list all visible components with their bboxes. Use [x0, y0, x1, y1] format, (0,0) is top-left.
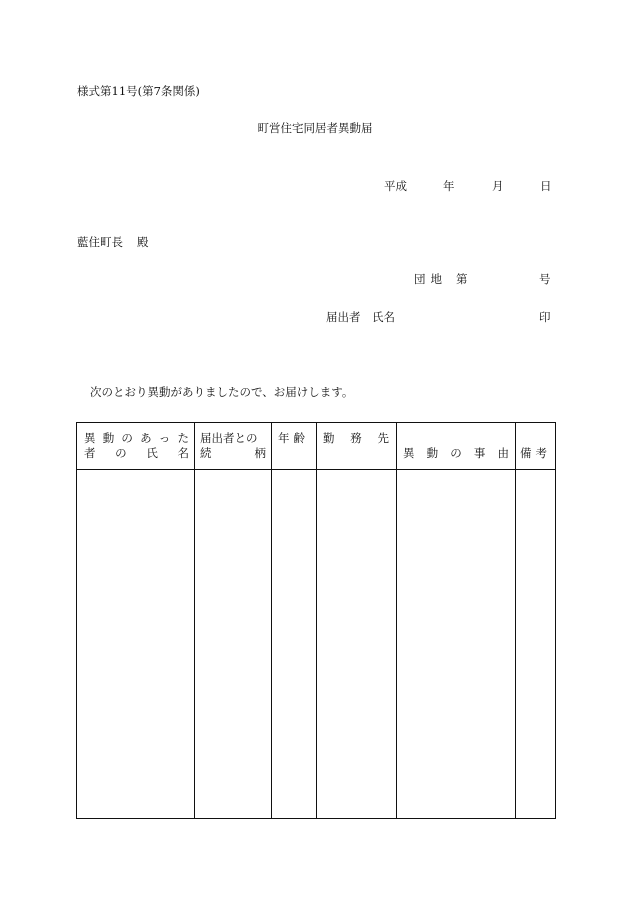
danchi-label: 団地: [414, 272, 447, 286]
header-char: 事: [473, 446, 486, 460]
header-relation-line2: [200, 448, 266, 460]
header-char: の: [115, 446, 127, 460]
addressee: 藍住町長: [77, 235, 123, 249]
header-char: 勤: [323, 431, 335, 445]
header-age: 年齢: [278, 431, 309, 445]
page-title: 町営住宅同居者異動届: [257, 121, 373, 135]
column-divider: [271, 423, 272, 818]
header-person-line2: [84, 448, 189, 460]
header-char: あ: [140, 431, 152, 445]
date-month-label: 月: [492, 179, 504, 193]
header-char: 動: [102, 431, 115, 445]
column-divider: [194, 423, 195, 818]
header-char: 続: [200, 446, 212, 460]
notifier-label: 届出者: [326, 310, 361, 324]
intro-text: 次のとおり異動がありましたので、お届けします。: [90, 385, 354, 399]
header-char: 柄: [254, 446, 266, 460]
header-char: 先: [377, 431, 389, 445]
header-reason: [403, 448, 509, 460]
header-workplace: [323, 433, 389, 445]
date-era: 平成: [384, 179, 407, 193]
notifier-name-label: 氏名: [372, 310, 395, 324]
header-char: た: [177, 431, 189, 445]
date-year-label: 年: [443, 179, 455, 193]
header-person-line1: [84, 433, 189, 445]
header-char: 氏: [146, 446, 158, 460]
form-number: 様式第11号(第7条関係): [77, 84, 200, 98]
header-char: 由: [497, 446, 509, 460]
header-char: の: [121, 431, 133, 445]
addressee-honorific: 殿: [137, 235, 149, 249]
header-remarks: 備考: [520, 446, 551, 460]
header-divider: [77, 469, 555, 470]
column-divider: [396, 423, 397, 818]
column-divider: [316, 423, 317, 818]
header-char: 異: [84, 431, 96, 445]
header-char: 動: [426, 446, 439, 460]
header-char: 異: [403, 446, 415, 460]
header-relation-line1: 届出者との: [200, 431, 258, 445]
date-day-label: 日: [540, 179, 552, 193]
danchi-number-prefix: 第: [456, 272, 468, 286]
change-table: [76, 422, 556, 819]
danchi-number-suffix: 号: [539, 272, 551, 286]
header-char: 名: [177, 446, 189, 460]
seal-mark: 印: [539, 310, 551, 324]
header-char: っ: [158, 431, 171, 445]
header-char: 務: [350, 431, 362, 445]
header-char: の: [450, 446, 462, 460]
column-divider: [515, 423, 516, 818]
header-char: 者: [84, 446, 96, 460]
